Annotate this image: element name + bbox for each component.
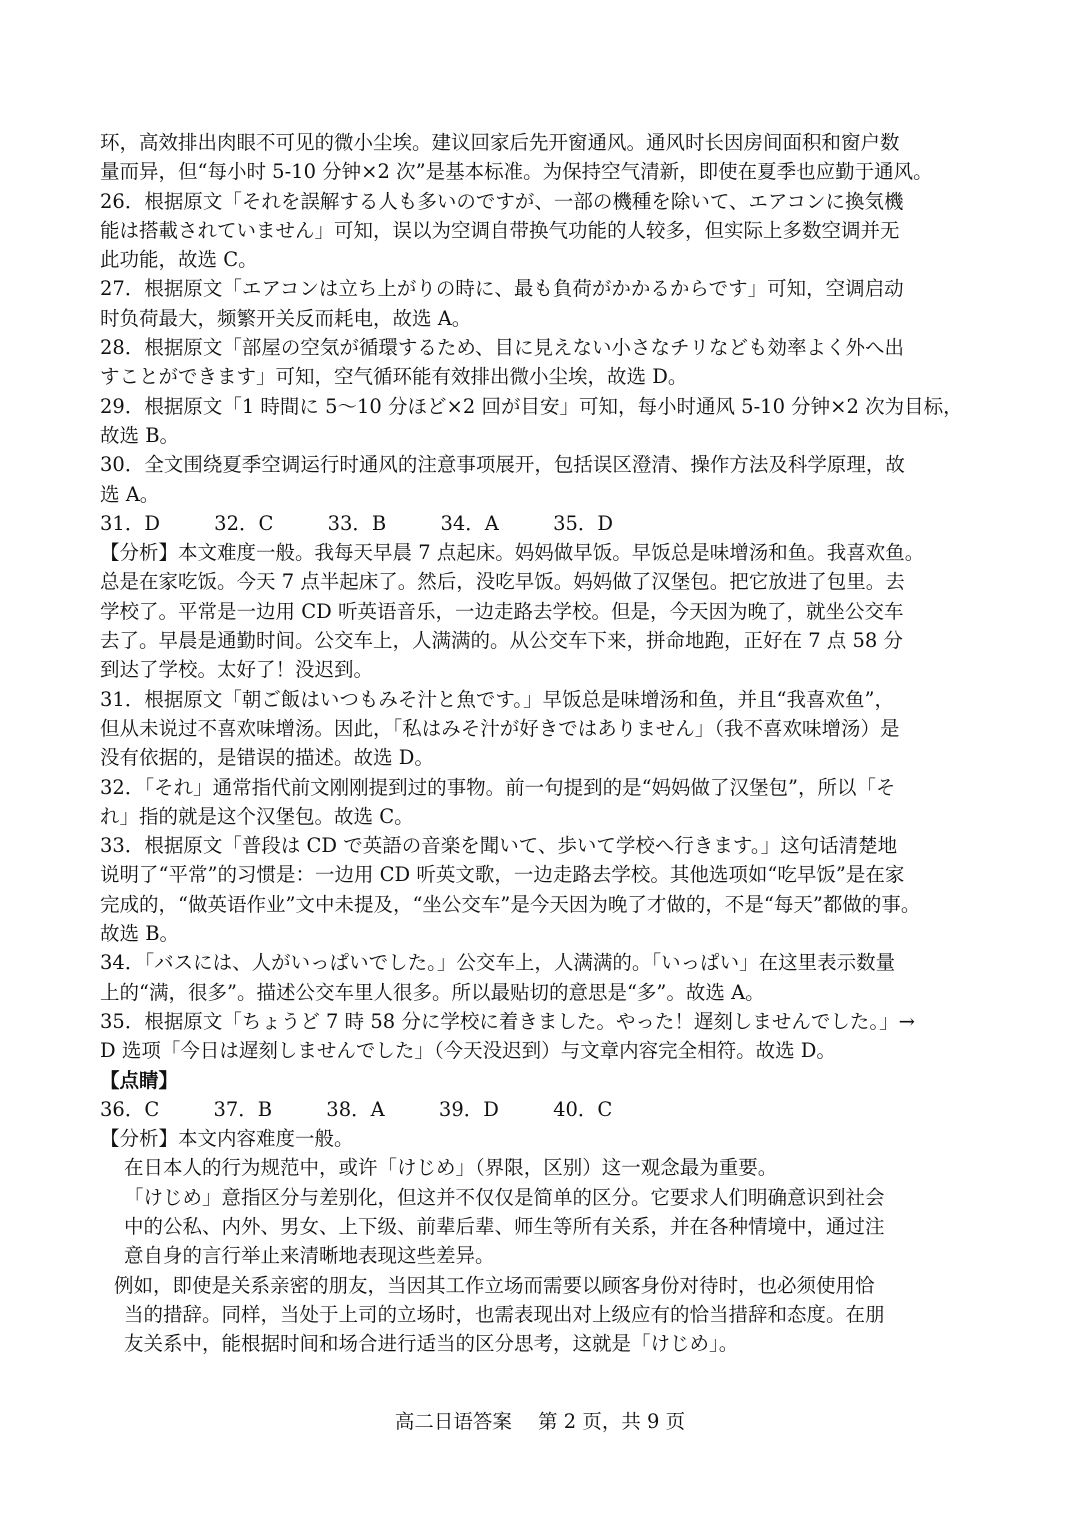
answer-item: 32．C bbox=[214, 511, 274, 535]
answer-item: 40．C bbox=[553, 1097, 613, 1121]
text-line: れ」指的就是这个汉堡包。故选 C。 bbox=[100, 804, 414, 828]
analysis-heading: 【分析】本文内容难度一般。 bbox=[100, 1127, 354, 1151]
text-line: 故选 B。 bbox=[100, 423, 180, 447]
section-a bbox=[100, 128, 984, 509]
text-line: 28．根据原文「部屋の空気が循環するため、目に見えない小さなチリなども効率よく外へ出 bbox=[100, 336, 905, 360]
answer-item: 36．C bbox=[100, 1097, 160, 1121]
text-line: 能は搭載されていません」可知，误以为空调自带换气功能的人较多，但实际上多数空调并无 bbox=[100, 218, 900, 242]
footer-title: 高二日语答案 bbox=[394, 1410, 512, 1433]
answer-key-36-40 bbox=[100, 1095, 984, 1124]
text-line: 35．根据原文「ちょうど 7 時 58 分に学校に着きました。やった！遅刻しませんでした。」→ bbox=[100, 1009, 915, 1033]
text-line: 31．根据原文「朝ご飯はいつもみそ汁と魚です。」早饭总是味增汤和鱼，并且“我喜欢鱼”， bbox=[100, 687, 894, 711]
answer-item: 31．D bbox=[100, 511, 160, 535]
answer-item: 33．B bbox=[327, 511, 387, 535]
text-line: 选 A。 bbox=[100, 482, 160, 506]
text-line: 没有依据的，是错误的描述。故选 D。 bbox=[100, 746, 434, 770]
text-line: すことができます」可知，空气循环能有效排出微小尘埃，故选 D。 bbox=[100, 365, 688, 389]
tip-heading: 【点睛】 bbox=[100, 1068, 179, 1092]
text-line: 【分析】本文难度一般。我每天早晨 7 点起床。妈妈做早饭。早饭总是味增汤和鱼。我喜欢鱼。 bbox=[100, 541, 925, 565]
text-line: 例如，即使是关系亲密的朋友，当因其工作立场而需要以顾客身份对待时，也必须使用恰 bbox=[114, 1273, 875, 1297]
text-line: 环，高效排出肉眼不可见的微小尘埃。建议回家后先开窗通风。通风时长因房间面积和窗户数 bbox=[100, 131, 900, 154]
answer-item: 38．A bbox=[326, 1097, 385, 1121]
answer-item: 35．D bbox=[553, 511, 614, 535]
section-b bbox=[100, 538, 984, 1065]
text-line: 说明了“平常”的习惯是：一边用 CD 听英文歌，一边走路去学校。其他选项如“吃早饭”是在家 bbox=[100, 863, 905, 887]
answer-key-31-35 bbox=[100, 509, 984, 538]
text-line: 量而异，但“每小时 5-10 分钟×2 次”是基本标准。为保持空气清新，即使在夏季也应勤于通风。 bbox=[100, 160, 933, 184]
text-line: 当的措辞。同样，当处于上司的立场时，也需表现出对上级应有的恰当措辞和态度。在朋 bbox=[124, 1302, 885, 1326]
section-c bbox=[100, 1124, 984, 1153]
answer-item: 34．A bbox=[440, 511, 499, 535]
text-line: 29．根据原文「1 時間に 5～10 分ほど×2 回が目安」可知，每小时通风 5-10 分钟×2 次为目标， bbox=[100, 394, 963, 418]
text-line: 总是在家吃饭。今天 7 点半起床了。然后，没吃早饭。妈妈做了汉堡包。把它放进了包里。去 bbox=[100, 570, 905, 594]
text-line: 30．全文围绕夏季空调运行时通风的注意事项展开，包括误区澄清、操作方法及科学原理，故 bbox=[100, 453, 905, 477]
text-line: D 选项「今日は遅刻しませんでした」（今天没迟到）与文章内容完全相符。故选 D。 bbox=[100, 1039, 836, 1063]
answer-item: 39．D bbox=[438, 1097, 499, 1121]
text-line: 上的“满，很多”。描述公交车里人很多。所以最贴切的意思是“多”。故选 A。 bbox=[100, 980, 765, 1004]
text-line: 意自身的言行举止来清晰地表现这些差异。 bbox=[124, 1244, 495, 1268]
text-line: 但从未说过不喜欢味增汤。因此，「私はみそ汁が好きではありません」（我不喜欢味增汤）是 bbox=[100, 716, 900, 740]
text-line: 友关系中，能根据时间和场合进行适当的区分思考，这就是「けじめ」。 bbox=[124, 1332, 739, 1356]
text-line: 34．「バスには、人がいっぱいでした。」公交车上，人满满的。「いっぱい」在这里表示数量 bbox=[100, 951, 896, 975]
text-line: 33．根据原文「普段は CD で英語の音楽を聞いて、歩いて学校へ行きます。」这句话清楚地 bbox=[100, 834, 898, 858]
section-d bbox=[100, 1153, 984, 1358]
text-line: 时负荷最大，频繁开关反而耗电，故选 A。 bbox=[100, 306, 472, 330]
text-line: 中的公私、内外、男女、上下级、前辈后辈、师生等所有关系，并在各种情境中，通过注 bbox=[124, 1214, 885, 1238]
text-line: 在日本人的行为规范中，或许「けじめ」（界限，区别）这一观念最为重要。 bbox=[124, 1156, 778, 1180]
text-line: 到达了学校。太好了！没迟到。 bbox=[100, 658, 374, 682]
text-line: 故选 B。 bbox=[100, 922, 180, 946]
text-line: 26．根据原文「それを誤解する人も多いのですが、一部の機種を除いて、エアコンに換気機 bbox=[100, 189, 904, 213]
answer-item: 37．B bbox=[213, 1097, 273, 1121]
text-line: 27．根据原文「エアコンは立ち上がりの時に、最も負荷がかかるからです」可知，空调启动 bbox=[100, 277, 904, 301]
text-line: 完成的，“做英语作业”文中未提及，“坐公交车”是今天因为晚了才做的，不是“每天”都做的事。 bbox=[100, 892, 921, 916]
text-line: 「けじめ」意指区分与差别化，但这并不仅仅是简单的区分。它要求人们明确意识到社会 bbox=[124, 1185, 885, 1209]
text-line: 32．「それ」通常指代前文刚刚提到过的事物。前一句提到的是“妈妈做了汉堡包”，所以「そ bbox=[100, 775, 896, 799]
text-line: 此功能，故选 C。 bbox=[100, 248, 258, 272]
page-content bbox=[100, 128, 984, 1358]
page-footer bbox=[0, 1408, 1080, 1436]
text-line: 去了。早晨是通勤时间。公交车上，人满满的。从公交车下来，拼命地跑，正好在 7 点 58 分 bbox=[100, 629, 904, 653]
text-line: 学校了。平常是一边用 CD 听英语音乐，一边走路去学校。但是，今天因为晚了，就坐公交车 bbox=[100, 599, 904, 623]
footer-page-number: 第 2 页，共 9 页 bbox=[538, 1410, 686, 1433]
